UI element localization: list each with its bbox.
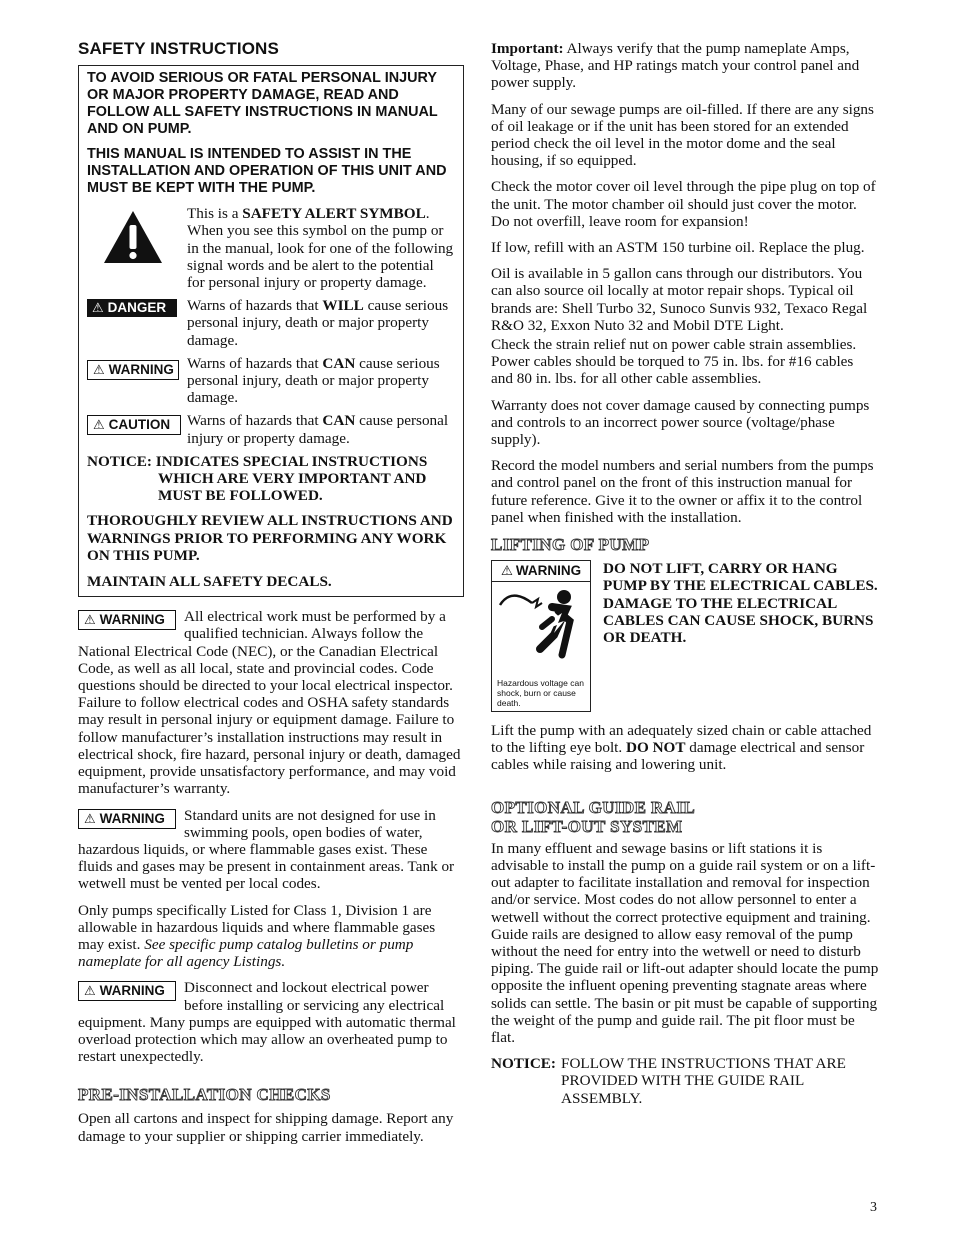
- warning-triangle-icon: ⚠: [84, 983, 96, 999]
- caution-signal-label: ⚠ CAUTION: [87, 415, 181, 435]
- notice-block: NOTICE: INDICATES SPECIAL INSTRUCTIONS WHICH ARE VERY IMPORTANT AND MUST BE FOLLOWED.: [87, 453, 455, 505]
- safety-alert-symbol-icon: [87, 205, 179, 269]
- warning-signal-label: ⚠ WARNING: [78, 809, 176, 829]
- guide-rail-paragraph: In many effluent and sewage basins or lift stations it is advisable to install the pump on a guide rail system or on a lift-out adapter to facilitate installation and removal for inspection and/or service. Most codes do not allow personnel to enter a wetwell without the correct protective equipment and training. Guide rails are designed to allow easy removal of the pump without the need for entry into the wetwell or need to disturb piping. The guide rail or lift-out adapter should locate the pump opposite the influent opening preventing stagnate areas where solids can settle. The basin or pit must be capable of supporting the weight of the pump and guide rail. The pit floor must be flat.: [491, 839, 879, 1046]
- symbol-bold: SAFETY ALERT SYMBOL: [242, 205, 426, 223]
- caution-row: [87, 412, 455, 446]
- right-column: [491, 40, 879, 1107]
- notice-label: NOTICE:: [491, 1055, 556, 1073]
- pre-installation-text: Open all cartons and inspect for shipping damage. Report any damage to your supplier or shipping carrier immediately.: [78, 1110, 454, 1145]
- warning-description: Warns of hazards that CAN cause serious personal injury, death or major property damage.: [187, 354, 440, 407]
- warning-triangle-icon: ⚠: [93, 417, 105, 433]
- pre-installation-heading: PRE-INSTALLATION CHECKS: [78, 1085, 331, 1105]
- safety-caps-2: THIS MANUAL IS INTENDED TO ASSIST IN THE INSTALLATION AND OPERATION OF THIS UNIT AND MUST BE KEPT WITH THE PUMP.: [87, 146, 447, 197]
- alert-symbol-row: [87, 205, 455, 291]
- refill-paragraph: If low, refill with an ASTM 150 turbine oil. Replace the plug.: [491, 239, 865, 257]
- safety-box: [78, 65, 464, 597]
- safety-instructions-title: SAFETY INSTRUCTIONS: [78, 39, 279, 58]
- lifting-warning-text: DO NOT LIFT, CARRY OR HANG PUMP BY THE ELECTRICAL CABLES. DAMAGE TO THE ELECTRICAL CABLES CAN CAUSE SHOCK, BURNS OR DEATH.: [603, 560, 878, 647]
- page-number: 3: [870, 1200, 877, 1215]
- lifting-heading: LIFTING OF PUMP: [491, 535, 650, 555]
- guide-rail-heading: OPTIONAL GUIDE RAIL OR LIFT-OUT SYSTEM: [491, 797, 696, 836]
- hazardous-voltage-caption: Hazardous voltage can shock, burn or cause death.: [497, 678, 584, 709]
- warranty-paragraph: Warranty does not cover damage caused by connecting pumps and controls to an incorrect power source (voltage/phase supply).: [491, 396, 870, 449]
- review-instructions: THOROUGHLY REVIEW ALL INSTRUCTIONS AND WARNINGS PRIOR TO PERFORMING ANY WORK ON THIS PUMP.: [87, 512, 453, 564]
- lifting-warning: [491, 560, 879, 712]
- strain-relief-paragraph: Check the strain relief nut on power cable strain assemblies. Power cables should be torqued to 75 in. lbs. for #16 cables and 80 in. lbs. for all other cable assemblies.: [491, 336, 857, 388]
- class1-paragraph: Only pumps specifically Listed for Class 1, Division 1 are allowable in hazardous liquids and where flammable gases may exist. See specific pump catalog bulletins or pump nameplate for all agency Listings.: [78, 901, 436, 971]
- oil-paragraph: Many of our sewage pumps are oil-filled. If there are any signs of oil leakage or if the unit has been stored for an extended period check the oil level in the motor dome and the seal housing, if so equipped.: [491, 100, 874, 170]
- warning-signal-label: ⚠ WARNING: [78, 981, 176, 1001]
- symbol-post: . When you see this symbol on the pump or in the manual, look for one of the following signal words and be alert to the potential for personal injury or property damage.: [187, 205, 454, 292]
- pools-warning-paragraph: ⚠ WARNING Standard units are not designed for use in swimming pools, open bodies of water, hazardous liquids, or where flammable gases exist. These fluids and gases may be present in containment areas. Tank or wetwell must be vented per local codes.: [78, 806, 455, 893]
- lifting-paragraph: Lift the pump with an adequately sized chain or cable attached to the lifting eye bolt. DO NOT damage electrical and sensor cables while raising and lowering unit.: [491, 722, 872, 774]
- warning-signal-label: ⚠ WARNING: [78, 610, 176, 630]
- warning-triangle-icon: ⚠: [93, 361, 105, 377]
- caution-description: Warns of hazards that CAN cause personal injury or property damage.: [187, 412, 449, 447]
- cover-paragraph: Check the motor cover oil level through the pipe plug on top of the unit. The motor chamber oil should just cover the motor. Do not overfill, leave room for expansion!: [491, 178, 876, 230]
- danger-signal-label: ⚠ DANGER: [87, 299, 177, 317]
- danger-description: Warns of hazards that WILL cause serious personal injury, death or major property damage.: [187, 297, 449, 349]
- oil-availability-paragraph: Oil is available in 5 gallon cans through our distributors. You can also source oil locally at motor repair shops. Typical oil brands are: Shell Turbo 32, Sunoco Sunvis 932, Texaco Regal R&O 32, Exxon Nuto 32 and Mobil DTE Light.: [491, 265, 868, 334]
- warning-signal-label: ⚠ WARNING: [87, 360, 179, 380]
- left-column: [78, 38, 464, 1154]
- warning-triangle-icon: ⚠: [84, 612, 96, 628]
- danger-row: [87, 297, 455, 349]
- notice-label: NOTICE:: [87, 452, 156, 470]
- important-paragraph: Important: Always verify that the pump nameplate Amps, Voltage, Phase, and HP ratings match your control panel and power supply.: [491, 40, 860, 92]
- warning-row: [87, 355, 455, 407]
- guide-rail-notice: NOTICE: FOLLOW THE INSTRUCTIONS THAT ARE PROVIDED WITH THE GUIDE RAIL ASSEMBLY.: [491, 1055, 846, 1107]
- alert-symbol-description: [187, 205, 455, 291]
- electrical-warning-paragraph: ⚠ WARNING All electrical work must be performed by a qualified technician. Always follow the National Electrical Code (NEC), or the Canadian Electrical Code, as well as all local, state and provincial codes. Code questions should be directed to your local electrical inspector. Failure to follow electrical codes and OSHA safety standards may result in personal injury or equipment damage. Failure to follow manufacturer’s installation instructions may result in electrical shock, fire hazard, personal injury or death, damaged equipment, provide unsatisfactory performance, and may void manufacturer’s warranty.: [78, 608, 461, 798]
- warning-triangle-icon: ⚠: [500, 563, 513, 579]
- warning-triangle-icon: ⚠: [92, 300, 104, 316]
- warning-triangle-icon: ⚠: [84, 810, 96, 826]
- maintain-decals: MAINTAIN ALL SAFETY DECALS.: [87, 573, 332, 591]
- electric-shock-icon: [492, 583, 588, 675]
- hazardous-voltage-graphic: ⚠ WARNING Hazardous voltage can shock, burn or cause death.: [491, 560, 591, 712]
- disconnect-warning-paragraph: ⚠ WARNING Disconnect and lockout electrical power before installing or servicing any electrical equipment. Many pumps are equipped with automatic thermal overload protection which may allow an overheated pump to restart unexpectedly.: [78, 979, 456, 1066]
- symbol-pre: This is a: [187, 205, 243, 223]
- record-paragraph: Record the model numbers and serial numbers from the pumps and control panel on the front of this instruction manual for future reference. Give it to the owner or affix it to the control panel when finished with the installation.: [491, 457, 874, 526]
- safety-caps-1: TO AVOID SERIOUS OR FATAL PERSONAL INJURY OR MAJOR PROPERTY DAMAGE, READ AND FOLLOW ALL SAFETY INSTRUCTIONS IN MANUAL AND ON PUMP.: [87, 70, 438, 138]
- notice-rest: WHICH ARE VERY IMPORTANT AND MUST BE FOLLOWED.: [158, 470, 427, 505]
